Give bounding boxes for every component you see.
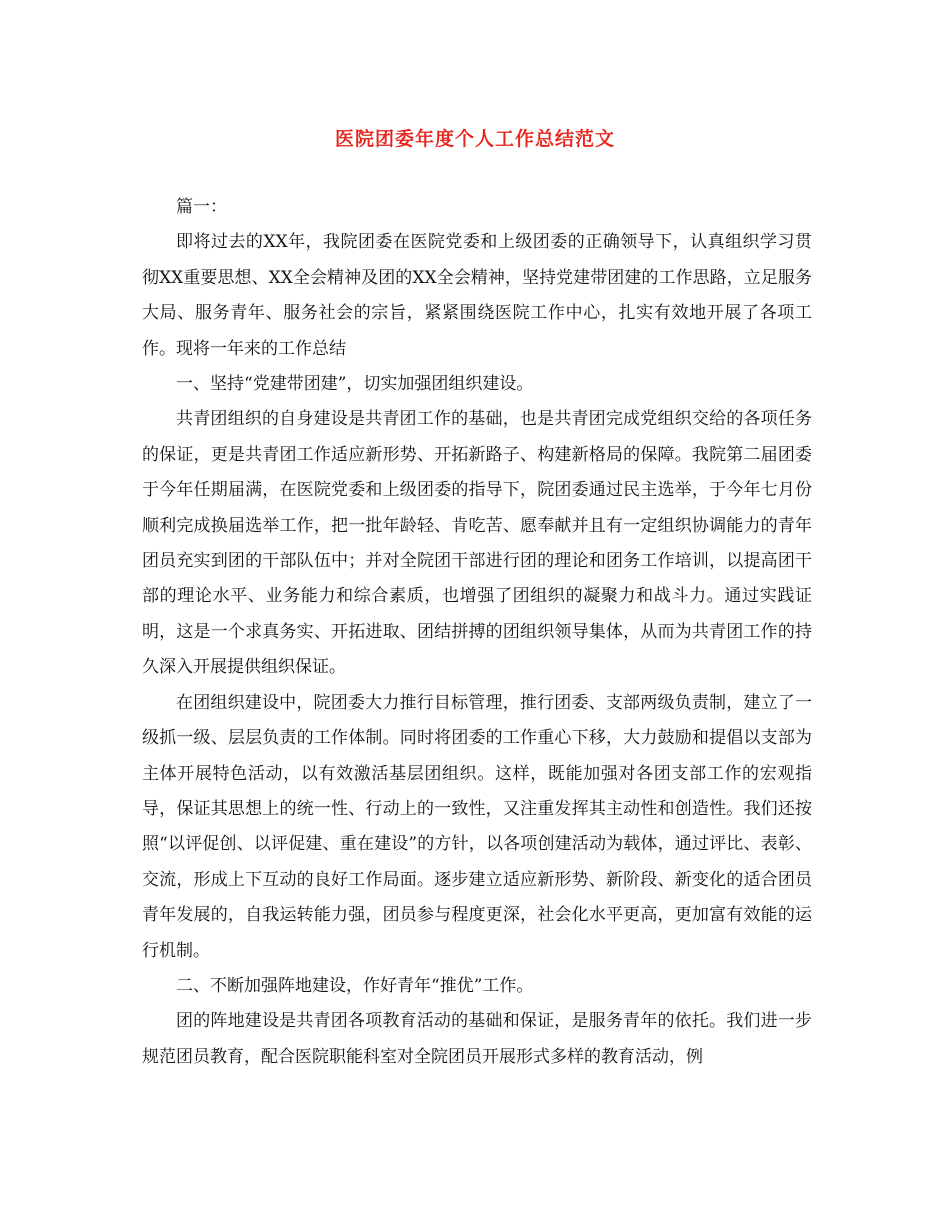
paragraph-body: 在团组织建设中，院团委大力推行目标管理，推行团委、支部两级负责制，建立了一级抓一级、层层负责的工作体制。同时将团委的工作重心下移，大力鼓励和提倡以支部为主体开展特色活动，以有效激活基层团组织。这样，既能加强对各团支部工作的宏观指导，保证其思想上的统一性、行动上的一致性，又注重发挥其主动性和创造性。我们还按照“以评促创、以评促建、重在建设”的方针，以各项创建活动为载体，通过评比、表彰、交流，形成上下互动的良好工作局面。逐步建立适应新形势、新阶段、新变化的适合团员青年发展的，自我运转能力强，团员参与程度更深，社会化水平更高，更加富有效能的运行机制。 [142,692,812,961]
paragraph-intro: 即将过去的XX年，我院团委在医院党委和上级团委的正确领导下，认真组织学习贯彻XX重要思想、XX全会精神及团的XX全会精神，坚持党建带团建的工作思路，立足服务大局、服务青年、服务社会的宗旨，紧紧围绕医院工作中心，扎实有效地开展了各项工作。现将一年来的工作总结 [142,232,812,359]
paragraph-body: 团的阵地建设是共青团各项教育活动的基础和保证，是服务青年的依托。我们进一步规范团员教育，配合医院职能科室对全院团员开展形式多样的教育活动，例 [142,1011,812,1067]
paragraph-heading-2: 二、不断加强阵地建设，作好青年“推优”工作。 [176,975,534,996]
document-body [142,190,812,1075]
paragraph-body: 共青团组织的自身建设是共青团工作的基础，也是共青团完成党组织交给的各项任务的保证，更是共青团工作适应新形势、开拓新路子、构建新格局的保障。我院第二届团委于今年任期届满，在医院党委和上级团委的指导下，院团委通过民主选举，于今年七月份顺利完成换届选举工作，把一批年龄轻、肯吃苦、愿奉献并且有一定组织协调能力的青年团员充实到团的干部队伍中；并对全院团干部进行团的理论和团务工作培训，以提高团干部的理论水平、业务能力和综合素质，也增强了团组织的凝聚力和战斗力。通过实践证明，这是一个求真务实、开拓进取、团结拼搏的团组织领导集体，从而为共青团工作的持久深入开展提供组织保证。 [142,409,812,678]
paragraph-section-label: 篇一： [176,197,227,217]
document-title: 医院团委年度个人工作总结范文 [334,128,615,150]
paragraph-heading-1: 一、坚持“党建带团建”，切实加强团组织建设。 [176,374,534,395]
